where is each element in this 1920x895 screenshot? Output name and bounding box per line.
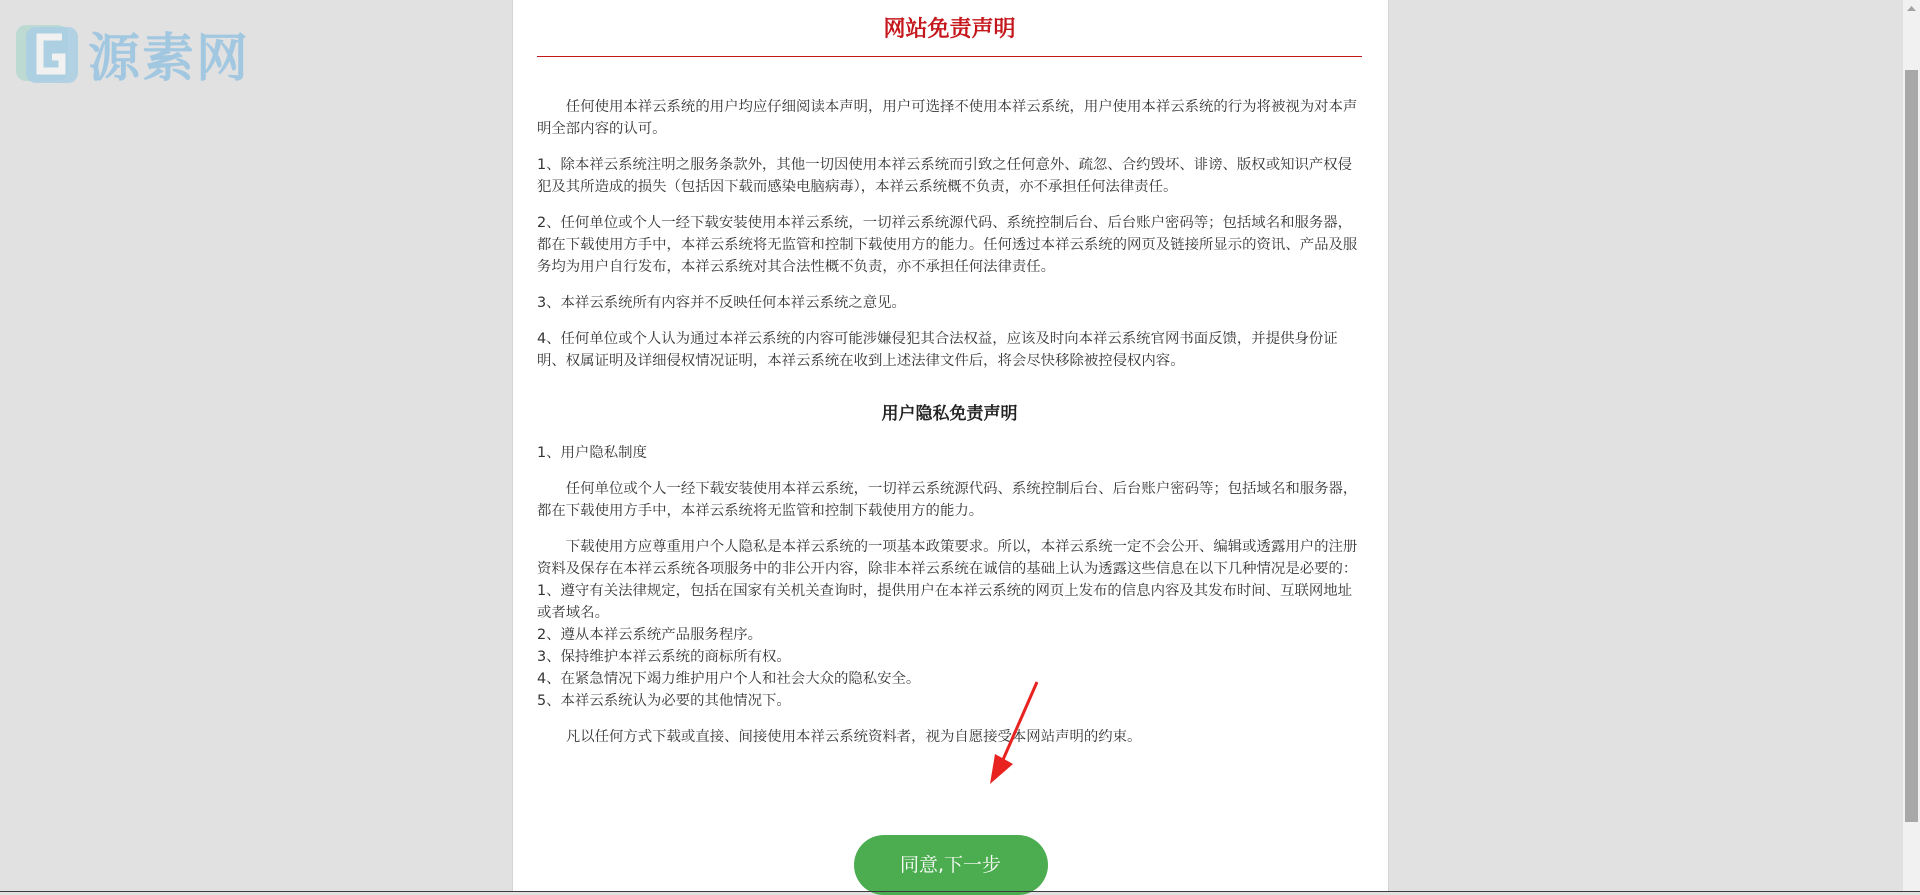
brand-logo-icon (14, 23, 80, 85)
list-item: 5、本祥云系统认为必要的其他情况下。 (537, 693, 791, 709)
disclaimer-content (537, 96, 1362, 748)
disclaimer-clause-1: 1、除本祥云系统注明之服务条款外，其他一切因使用本祥云系统而引致之任何意外、疏忽、合约毁坏、诽谤、版权或知识产权侵犯及其所造成的损失（包括因下载而感染电脑病毒），本祥云系统概不负责，亦不承担任何法律责任。 (537, 157, 1353, 195)
list-item: 4、在紧急情况下竭力维护用户个人和社会大众的隐私安全。 (537, 671, 921, 687)
page-title: 网站免责声明 (537, 0, 1362, 57)
list-item: 2、遵从本祥云系统产品服务程序。 (537, 627, 763, 643)
scrollbar-thumb[interactable] (1905, 70, 1918, 822)
agree-next-button[interactable]: 同意,下一步 (854, 835, 1048, 895)
disclaimer-intro: 任何使用本祥云系统的用户均应仔细阅读本声明，用户可选择不使用本祥云系统，用户使用本祥云系统的行为将被视为对本声明全部内容的认可。 (537, 99, 1358, 137)
scroll-up-arrow-icon[interactable] (1903, 0, 1920, 17)
privacy-paragraph-1: 任何单位或个人一经下载安装使用本祥云系统，一切祥云系统源代码、系统控制后台、后台账户密码等；包括域名和服务器，都在下载使用方手中，本祥云系统将无监管和控制下载使用方的能力。 (537, 481, 1358, 519)
red-arrow-annotation-icon (985, 680, 1045, 790)
disclaimer-clause-2: 2、任何单位或个人一经下载安装使用本祥云系统，一切祥云系统源代码、系统控制后台、后台账户密码等；包括域名和服务器，都在下载使用方手中，本祥云系统将无监管和控制下载使用方的能力。任何透过本祥云系统的网页及链接所显示的资讯、产品及服务均为用户自行发布，本祥云系统对其合法性概不负责，亦不承担任何法律责任。 (537, 215, 1358, 275)
disclaimer-clause-4: 4、任何单位或个人认为通过本祥云系统的内容可能涉嫌侵犯其合法权益，应该及时向本祥云系统官网书面反馈，并提供身份证明、权属证明及详细侵权情况证明，本祥云系统在收到上述法律文件后，将会尽快移除被控侵权内容。 (537, 331, 1338, 369)
disclaimer-clause-3: 3、本祥云系统所有内容并不反映任何本祥云系统之意见。 (537, 295, 906, 311)
privacy-paragraph-2: 下载使用方应尊重用户个人隐私是本祥云系统的一项基本政策要求。所以，本祥云系统一定不会公开、编辑或透露用户的注册资料及保存在本祥云系统各项服务中的非公开内容，除非本祥云系统在诚信的基础上认为透露这些信息在以下几种情况是必要的： (537, 539, 1358, 577)
disclaimer-page (512, 0, 1389, 892)
list-item: 1、遵守有关法律规定，包括在国家有关机关查询时，提供用户在本祥云系统的网页上发布的信息内容及其发布时间、互联网地址或者域名。 (537, 583, 1353, 621)
list-item: 3、保持维护本祥云系统的商标所有权。 (537, 649, 791, 665)
privacy-closing: 凡以任何方式下载或直接、间接使用本祥云系统资料者，视为自愿接受本网站声明的约束。 (565, 729, 1142, 745)
watermark-logo (14, 16, 250, 91)
vertical-scrollbar[interactable] (1903, 0, 1920, 892)
privacy-list (537, 536, 1362, 712)
privacy-title: 用户隐私免责声明 (881, 404, 1018, 424)
privacy-heading-1: 1、用户隐私制度 (537, 445, 647, 461)
brand-name: 源素网 (88, 29, 251, 89)
